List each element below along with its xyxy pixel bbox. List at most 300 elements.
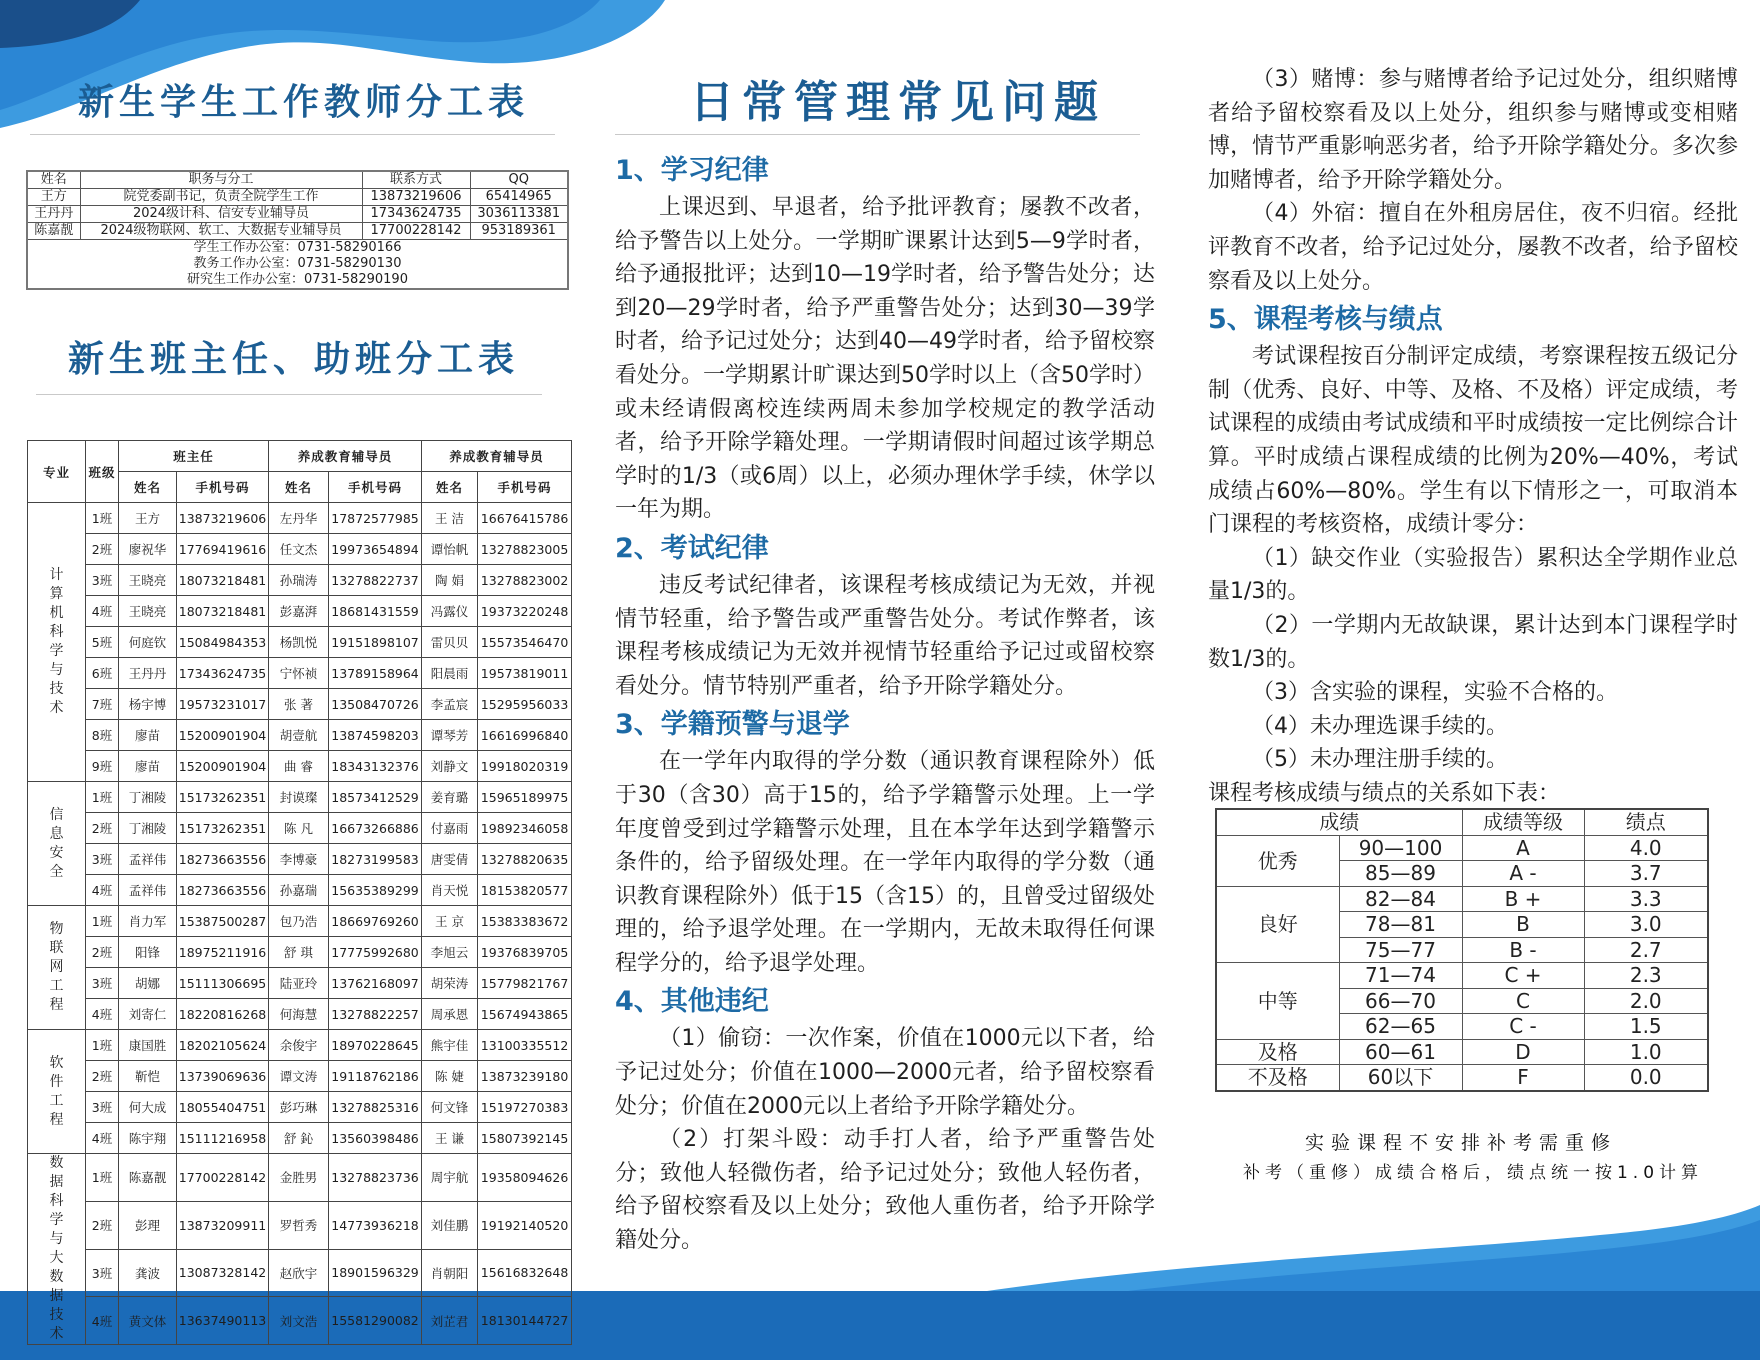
table-row: [28, 844, 572, 875]
counselor-phone: 17872577985: [329, 503, 422, 534]
score-range: 60以下: [1339, 1065, 1462, 1091]
counselor-phone: 13762168097: [329, 968, 422, 999]
counselor-phone: 15674943865: [478, 999, 572, 1030]
counselor-phone: 13278823005: [478, 534, 572, 565]
counselor-name: 孙瑞涛: [269, 565, 329, 596]
counselor-phone: 13560398486: [329, 1123, 422, 1154]
grade-letter: F: [1462, 1065, 1584, 1091]
column-header-gpa: 绩点: [1584, 809, 1708, 835]
head-teacher-phone: 17343624735: [177, 658, 269, 689]
class-number: 3班: [86, 1092, 119, 1123]
counselor-phone: 18273199583: [329, 844, 422, 875]
head-teacher-phone: 18273663556: [177, 844, 269, 875]
head-teacher-phone: 13739069636: [177, 1061, 269, 1092]
teacher-name: 王方: [27, 189, 80, 206]
head-teacher-phone: 19573231017: [177, 689, 269, 720]
table-row: [28, 1123, 572, 1154]
counselor-name: 舒 鈊: [269, 1123, 329, 1154]
counselor-phone: 18130144727: [478, 1297, 572, 1345]
counselor-phone: 18970228645: [329, 1030, 422, 1061]
grade-point: 2.0: [1584, 988, 1708, 1014]
class-number: 1班: [86, 503, 119, 534]
counselor-name: 左丹华: [269, 503, 329, 534]
divider: [615, 134, 1140, 135]
class-number: 4班: [86, 1297, 119, 1345]
class-number: 9班: [86, 751, 119, 782]
head-teacher-phone: 13873209911: [177, 1201, 269, 1249]
counselor-phone: 19973654894: [329, 534, 422, 565]
teacher-name: 陈嘉靓: [27, 223, 80, 240]
table-row: [27, 223, 568, 240]
class-advisor-table: [27, 440, 572, 1345]
major-name: [28, 906, 86, 1030]
counselor-name: 陈 婕: [422, 1061, 478, 1092]
grade-letter: B -: [1462, 937, 1584, 963]
counselor-phone: 13508470726: [329, 689, 422, 720]
counselor-name: 金胜男: [269, 1154, 329, 1202]
counselor-name: 刘文浩: [269, 1297, 329, 1345]
class-number: 3班: [86, 565, 119, 596]
counselor-phone: 15616832648: [478, 1249, 572, 1297]
counselor-phone: 15779821767: [478, 968, 572, 999]
grade-letter: B: [1462, 912, 1584, 938]
counselor-name: 宁怀祯: [269, 658, 329, 689]
teacher-name: 王丹丹: [27, 206, 80, 223]
section-body-exam: 违反考试纪律者，该课程考核成绩记为无效，并视情节轻重，给予警告或严重警告处分。考试作弊者，该课程考核成绩记为无效并视情节轻重给予记过或留校察看处分。情节特别严重者，给予开除学籍处分。: [615, 572, 1155, 699]
teacher-phone: 17343624735: [362, 206, 470, 223]
teacher-qq: 953189361: [470, 223, 568, 240]
counselor-phone: 15581290082: [329, 1297, 422, 1345]
score-range: 90—100: [1339, 835, 1462, 861]
counselor-phone: 13278823736: [329, 1154, 422, 1202]
table-row: [28, 999, 572, 1030]
table-row: [28, 1249, 572, 1297]
head-teacher-phone: 18055404751: [177, 1092, 269, 1123]
table-row: [1216, 1039, 1708, 1065]
teacher-table: [26, 170, 569, 290]
head-teacher-name: 杨宇博: [119, 689, 177, 720]
head-teacher-name: 廖祝华: [119, 534, 177, 565]
gambling-paragraph: （3）赌博：参与赌博者给予记过处分，组织赌博者给予留校察看及以上处分，组织参与赌博或变相赌博，情节严重影响恶劣者，给予开除学籍处分。多次参加赌博者，给予开除学籍处分。: [1208, 67, 1738, 193]
counselor-phone: 19918020319: [478, 751, 572, 782]
class-number: 3班: [86, 968, 119, 999]
class-table-title: 新生班主任、助班分工表: [68, 339, 520, 380]
counselor-name: 谭怡帆: [422, 534, 478, 565]
major-name: [28, 1030, 86, 1154]
counselor-phone: 19118762186: [329, 1061, 422, 1092]
counselor-phone: 18669769260: [329, 906, 422, 937]
score-range: 85—89: [1339, 861, 1462, 887]
counselor-name: 肖朝阳: [422, 1249, 478, 1297]
teacher-role: 2024级计科、信安专业辅导员: [80, 206, 362, 223]
counselor-name: 封谟璨: [269, 782, 329, 813]
grade-level: 优秀: [1216, 835, 1339, 886]
disqualification-item: （1）缺交作业（实验报告）累积达全学期作业总量1/3的。: [1208, 545, 1738, 605]
section-body-warning: 在一学年内取得的学分数（通识教育课程除外）低于30（含30）高于15的，给予学籍警示处理。上一学年度曾受到过学籍警示处理，且在本学年达到学籍警示条件的，给予留级处理。在一学年内取得的学分数（通识教育课程除外）低于15（含15）的，且曾受过留级处理的，给予退学处理。在一学期内，无故未取得任何课程学分的，给予退学处理。: [615, 749, 1155, 976]
head-teacher-phone: 15200901904: [177, 751, 269, 782]
major-label: 软件工程: [49, 1054, 64, 1128]
counselor-phone: 13278822257: [329, 999, 422, 1030]
counselor-name: 陆亚玲: [269, 968, 329, 999]
teacher-qq: 3036113381: [470, 206, 568, 223]
table-row: [28, 565, 572, 596]
counselor-phone: 16676415786: [478, 503, 572, 534]
column-header-grade: 成绩等级: [1462, 809, 1584, 835]
counselor-phone: 16616996840: [478, 720, 572, 751]
head-teacher-name: 刘寄仁: [119, 999, 177, 1030]
head-teacher-name: 王丹丹: [119, 658, 177, 689]
head-teacher-phone: 18220816268: [177, 999, 269, 1030]
score-range: 62—65: [1339, 1014, 1462, 1040]
head-teacher-name: 康国胜: [119, 1030, 177, 1061]
teacher-phone: 13873219606: [362, 189, 470, 206]
divider: [36, 394, 542, 395]
section-heading-warning: 3、学籍预警与退学: [615, 709, 850, 741]
counselor-name: 唐雯倩: [422, 844, 478, 875]
outside-lodging-paragraph: （4）外宿：擅自在外租房居住，夜不归宿。经批评教育不改者，给予记过处分，屡教不改者，给予留校察看及以上处分。: [1208, 201, 1738, 294]
counselor-phone: 19573819011: [478, 658, 572, 689]
counselor-name: 周承恩: [422, 999, 478, 1030]
counselor-name: 谭文涛: [269, 1061, 329, 1092]
teacher-role: 2024级物联网、软工、大数据专业辅导员: [80, 223, 362, 240]
makeup-note: 实验课程不安排补考需重修: [1304, 1132, 1617, 1154]
counselor-name: 任文杰: [269, 534, 329, 565]
counselor-phone: 13278823002: [478, 565, 572, 596]
score-range: 71—74: [1339, 963, 1462, 989]
head-teacher-phone: 17769419616: [177, 534, 269, 565]
counselor-phone: 19373220248: [478, 596, 572, 627]
column-group-header: 养成教育辅导员: [422, 441, 572, 472]
counselor-name: 付嘉雨: [422, 813, 478, 844]
office-phone: 教务工作办公室：0731-58290130: [27, 256, 568, 272]
table-row: [27, 206, 568, 223]
grade-point: 1.0: [1584, 1039, 1708, 1065]
counselor-name: 杨凯悦: [269, 627, 329, 658]
counselor-name: 舒 琪: [269, 937, 329, 968]
score-range: 78—81: [1339, 912, 1462, 938]
head-teacher-name: 王晓亮: [119, 596, 177, 627]
table-row: [1216, 886, 1708, 912]
class-number: 2班: [86, 937, 119, 968]
column-header-name: 姓名: [119, 472, 177, 503]
page-title: 日常管理常见问题: [690, 77, 1106, 128]
head-teacher-phone: 15111216958: [177, 1123, 269, 1154]
head-teacher-name: 丁湘陵: [119, 782, 177, 813]
table-row: [28, 937, 572, 968]
counselor-name: 孙嘉瑞: [269, 875, 329, 906]
table-header-row: [27, 171, 568, 189]
head-teacher-name: 廖苗: [119, 751, 177, 782]
counselor-name: 李博豪: [269, 844, 329, 875]
head-teacher-phone: 15173262351: [177, 782, 269, 813]
table-row: [28, 627, 572, 658]
counselor-phone: 14773936218: [329, 1201, 422, 1249]
counselor-name: 周宇航: [422, 1154, 478, 1202]
table-row: [28, 782, 572, 813]
score-range: 75—77: [1339, 937, 1462, 963]
middle-column: [615, 151, 1155, 1258]
teacher-role: 院党委副书记，负责全院学生工作: [80, 189, 362, 206]
counselor-name: 王 京: [422, 906, 478, 937]
column-header: QQ: [470, 171, 568, 189]
score-range: 82—84: [1339, 886, 1462, 912]
counselor-phone: 13278822737: [329, 565, 422, 596]
table-row: [28, 1297, 572, 1345]
class-number: 7班: [86, 689, 119, 720]
grade-point: 0.0: [1584, 1065, 1708, 1091]
counselor-name: 陶 娟: [422, 565, 478, 596]
office-phone: 学生工作办公室：0731-58290166: [27, 240, 568, 257]
counselor-name: 姜育璐: [422, 782, 478, 813]
retake-gpa-note: 补考（重修）成绩合格后，绩点统一按1.0计算: [1242, 1163, 1704, 1183]
counselor-name: 王 谦: [422, 1123, 478, 1154]
divider: [30, 134, 555, 135]
column-header-class: 班级: [86, 441, 119, 503]
counselor-name: 刘静文: [422, 751, 478, 782]
disqualification-item: （3）含实验的课程，实验不合格的。: [1252, 680, 1618, 706]
counselor-name: 刘芷君: [422, 1297, 478, 1345]
column-header: 职务与分工: [80, 171, 362, 189]
head-teacher-phone: 18273663556: [177, 875, 269, 906]
counselor-phone: 19192140520: [478, 1201, 572, 1249]
grade-point: 1.5: [1584, 1014, 1708, 1040]
counselor-phone: 18153820577: [478, 875, 572, 906]
office-phone: 研究生工作办公室：0731-58290190: [27, 272, 568, 289]
class-number: 1班: [86, 1030, 119, 1061]
table-row: [28, 1092, 572, 1123]
grade-level: 中等: [1216, 963, 1339, 1040]
grade-level: 良好: [1216, 886, 1339, 963]
column-group-header: 养成教育辅导员: [269, 441, 422, 472]
head-teacher-name: 丁湘陵: [119, 813, 177, 844]
grade-letter: A: [1462, 835, 1584, 861]
section-heading-grades: 5、课程考核与绩点: [1208, 304, 1443, 336]
table-row: [28, 534, 572, 565]
counselor-name: 余俊宇: [269, 1030, 329, 1061]
class-number: 2班: [86, 1201, 119, 1249]
teacher-qq: 65414965: [470, 189, 568, 206]
grade-point: 3.3: [1584, 886, 1708, 912]
grade-letter: C +: [1462, 963, 1584, 989]
counselor-name: 谭琴芳: [422, 720, 478, 751]
head-teacher-name: 胡娜: [119, 968, 177, 999]
head-teacher-phone: 15387500287: [177, 906, 269, 937]
grade-point: 4.0: [1584, 835, 1708, 861]
office-phone-row: [27, 272, 568, 289]
counselor-name: 刘佳鹏: [422, 1201, 478, 1249]
major-name: [28, 503, 86, 782]
table-row: [1216, 835, 1708, 861]
head-teacher-phone: 13087328142: [177, 1249, 269, 1297]
counselor-phone: 17775992680: [329, 937, 422, 968]
column-header-phone: 手机号码: [478, 472, 572, 503]
column-header-major: 专业: [28, 441, 86, 503]
counselor-name: 何文锋: [422, 1092, 478, 1123]
counselor-phone: 18681431559: [329, 596, 422, 627]
head-teacher-phone: 18975211916: [177, 937, 269, 968]
class-number: 4班: [86, 875, 119, 906]
column-header: 联系方式: [362, 171, 470, 189]
head-teacher-phone: 18073218481: [177, 596, 269, 627]
table-header-row: [28, 441, 572, 472]
head-teacher-name: 靳恺: [119, 1061, 177, 1092]
counselor-phone: 13278825316: [329, 1092, 422, 1123]
table-row: [28, 658, 572, 689]
class-number: 2班: [86, 813, 119, 844]
disqualification-item: （2）一学期内无故缺课，累计达到本门课程学时数1/3的。: [1208, 612, 1738, 672]
class-number: 6班: [86, 658, 119, 689]
head-teacher-name: 廖苗: [119, 720, 177, 751]
table-row: [28, 813, 572, 844]
counselor-name: 罗哲秀: [269, 1201, 329, 1249]
counselor-name: 李孟宸: [422, 689, 478, 720]
counselor-phone: 13873239180: [478, 1061, 572, 1092]
head-teacher-name: 孟祥伟: [119, 875, 177, 906]
counselor-phone: 13789158964: [329, 658, 422, 689]
counselor-phone: 15197270383: [478, 1092, 572, 1123]
grade-level: 不及格: [1216, 1065, 1339, 1091]
class-number: 4班: [86, 1123, 119, 1154]
counselor-name: 包乃浩: [269, 906, 329, 937]
class-number: 5班: [86, 627, 119, 658]
column-header-score: 成绩: [1216, 809, 1462, 835]
head-teacher-name: 孟祥伟: [119, 844, 177, 875]
head-teacher-phone: 18073218481: [177, 565, 269, 596]
head-teacher-phone: 18202105624: [177, 1030, 269, 1061]
grade-letter: C: [1462, 988, 1584, 1014]
counselor-phone: 19892346058: [478, 813, 572, 844]
counselor-name: 张 著: [269, 689, 329, 720]
right-column: [1208, 63, 1738, 810]
column-header-name: 姓名: [422, 472, 478, 503]
class-number: 1班: [86, 782, 119, 813]
head-teacher-phone: 17700228142: [177, 1154, 269, 1202]
head-teacher-name: 陈宇翔: [119, 1123, 177, 1154]
table-row: [28, 906, 572, 937]
table-row: [28, 875, 572, 906]
major-label: 物联网工程: [49, 921, 64, 1013]
major-label: 计算机科学与技术: [49, 567, 64, 716]
head-teacher-phone: 13637490113: [177, 1297, 269, 1345]
grade-point: 3.0: [1584, 912, 1708, 938]
section-body-study: 上课迟到、早退者，给予批评教育；屡教不改者，给予警告以上处分。一学期旷课累计达到5—9学时者，给予通报批评；达到10—19学时者，给予警告处分；达到20—29学时者，给予严重警告处分；达到30—39学时者，给予记过处分；达到40—49学时者，给予留校察看处分。一学期累计旷课达到50学时以上（含50学时）或未经请假离校连续两周未参加学校规定的教学活动者，给予开除学籍处理。一学期请假时间超过该学期总学时的1/3（或6周）以上，必须办理休学手续，休学以一年为期。: [615, 195, 1155, 523]
grade-point: 3.7: [1584, 861, 1708, 887]
head-teacher-name: 阳锋: [119, 937, 177, 968]
counselor-phone: 19358094626: [478, 1154, 572, 1202]
class-number: 2班: [86, 1061, 119, 1092]
score-range: 66—70: [1339, 988, 1462, 1014]
table-row: [28, 720, 572, 751]
class-number: 1班: [86, 1154, 119, 1202]
counselor-name: 胡荣涛: [422, 968, 478, 999]
counselor-phone: 15965189975: [478, 782, 572, 813]
grade-point: 2.3: [1584, 963, 1708, 989]
table-header-row: [1216, 809, 1708, 835]
column-header-phone: 手机号码: [177, 472, 269, 503]
counselor-name: 彭巧琳: [269, 1092, 329, 1123]
section-heading-exam: 2、考试纪律: [615, 532, 769, 564]
column-header-name: 姓名: [269, 472, 329, 503]
head-teacher-name: 何大成: [119, 1092, 177, 1123]
class-number: 4班: [86, 596, 119, 627]
counselor-phone: 15295956033: [478, 689, 572, 720]
office-phone-row: [27, 240, 568, 257]
head-teacher-phone: 15084984353: [177, 627, 269, 658]
section-body-grades: 考试课程按百分制评定成绩，考察课程按五级记分制（优秀、良好、中等、及格、不及格）评定成绩，考试课程的成绩由考试成绩和平时成绩按一定比例综合计算。平时成绩占课程成绩的比例为20%—40%，考试成绩占60%—80%。学生有以下情形之一，可取消本门课程的考核资格，成绩计零分：: [1208, 344, 1738, 538]
counselor-phone: 16673266886: [329, 813, 422, 844]
column-header: 姓名: [27, 171, 80, 189]
grade-point: 2.7: [1584, 937, 1708, 963]
counselor-phone: 13874598203: [329, 720, 422, 751]
table-row: [28, 1154, 572, 1202]
table-row: [28, 968, 572, 999]
counselor-phone: 15573546470: [478, 627, 572, 658]
head-teacher-name: 彭理: [119, 1201, 177, 1249]
disqualification-item: （4）未办理选课手续的。: [1252, 713, 1508, 739]
column-header-phone: 手机号码: [329, 472, 422, 503]
grade-letter: A -: [1462, 861, 1584, 887]
table-intro: 课程考核成绩与绩点的关系如下表：: [1208, 780, 1561, 806]
class-number: 4班: [86, 999, 119, 1030]
table-row: [28, 689, 572, 720]
table-row: [28, 596, 572, 627]
major-name: [28, 1154, 86, 1345]
counselor-phone: 13100335512: [478, 1030, 572, 1061]
head-teacher-phone: 15111306695: [177, 968, 269, 999]
head-teacher-phone: 13873219606: [177, 503, 269, 534]
counselor-phone: 19376839705: [478, 937, 572, 968]
table-row: [28, 1030, 572, 1061]
counselor-name: 雷贝贝: [422, 627, 478, 658]
class-number: 8班: [86, 720, 119, 751]
counselor-phone: 15383383672: [478, 906, 572, 937]
counselor-name: 何海慧: [269, 999, 329, 1030]
grade-letter: B +: [1462, 886, 1584, 912]
table-row: [1216, 963, 1708, 989]
table-row: [27, 189, 568, 206]
theft-paragraph: （1）偷窃：一次作案，价值在1000元以下者，给予记过处分；价值在1000—2000元者，给予留校察看处分；价值在2000元以上者给予开除学籍处分。: [615, 1026, 1155, 1119]
class-number: 3班: [86, 844, 119, 875]
head-teacher-name: 王方: [119, 503, 177, 534]
teacher-table-title: 新生学生工作教师分工表: [78, 82, 530, 123]
column-group-header: 班主任: [119, 441, 269, 472]
major-label: 信息安全: [49, 806, 64, 880]
teacher-phone: 17700228142: [362, 223, 470, 240]
section-heading-other: 4、其他违纪: [615, 986, 769, 1018]
head-teacher-name: 陈嘉靓: [119, 1154, 177, 1202]
counselor-name: 赵欣宇: [269, 1249, 329, 1297]
counselor-phone: 13278820635: [478, 844, 572, 875]
disqualification-item: （5）未办理注册手续的。: [1252, 747, 1508, 773]
counselor-name: 熊宇佳: [422, 1030, 478, 1061]
counselor-phone: 18901596329: [329, 1249, 422, 1297]
counselor-phone: 15635389299: [329, 875, 422, 906]
counselor-name: 李旭云: [422, 937, 478, 968]
counselor-name: 胡壹航: [269, 720, 329, 751]
counselor-name: 冯露仪: [422, 596, 478, 627]
grade-letter: C -: [1462, 1014, 1584, 1040]
head-teacher-name: 肖力军: [119, 906, 177, 937]
major-name: [28, 782, 86, 906]
counselor-name: 王 洁: [422, 503, 478, 534]
table-row: [28, 503, 572, 534]
counselor-phone: 15807392145: [478, 1123, 572, 1154]
table-row: [28, 751, 572, 782]
head-teacher-name: 何庭钦: [119, 627, 177, 658]
fighting-paragraph: （2）打架斗殴：动手打人者，给予严重警告处分；致他人轻微伤者，给予记过处分；致他人轻伤者，给予留校察看及以上处分；致他人重伤者，给予开除学籍处分。: [615, 1127, 1155, 1254]
head-teacher-name: 龚波: [119, 1249, 177, 1297]
head-teacher-name: 黄文体: [119, 1297, 177, 1345]
